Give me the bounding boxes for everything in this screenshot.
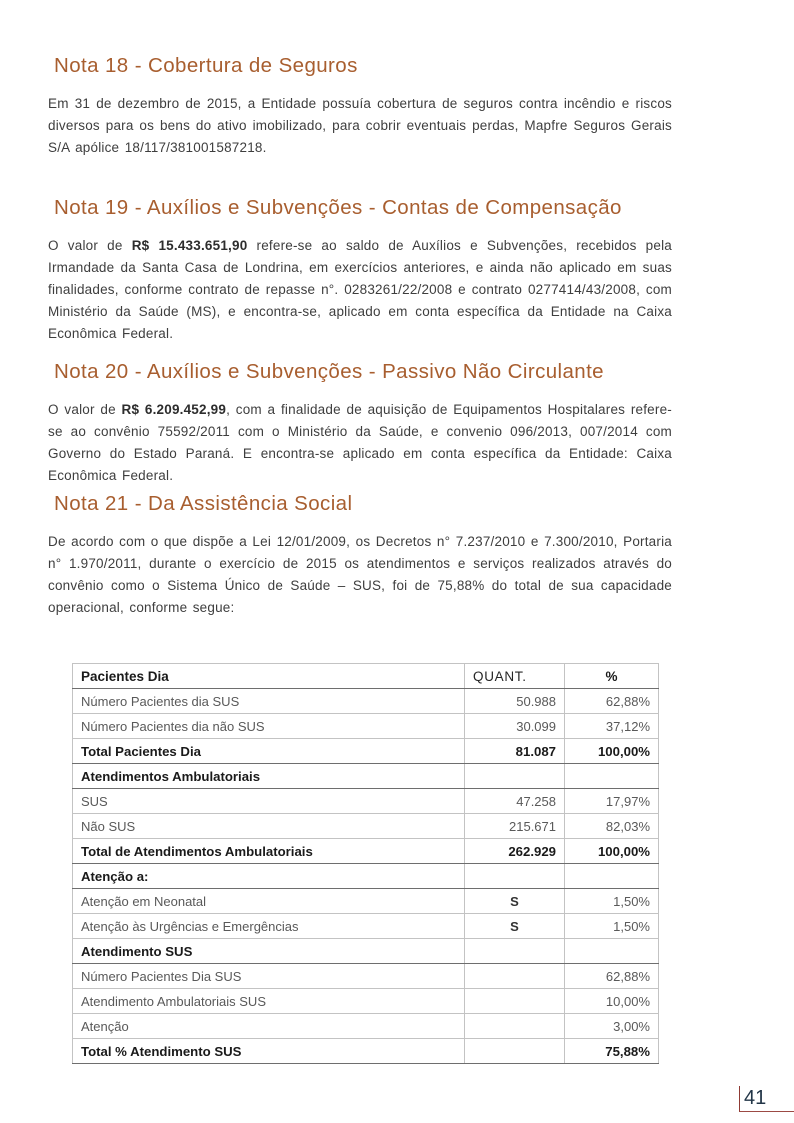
row-percent-cell: 100,00% — [565, 739, 659, 764]
table-header-percent: % — [565, 664, 659, 689]
page-number — [739, 1086, 794, 1112]
row-quantity-cell — [465, 764, 565, 789]
row-percent-cell: 17,97% — [565, 789, 659, 814]
text-segment: refere-se ao saldo de Auxílios e Subvenções, recebidos pela Irmandade da Santa Casa de Londrina, em exercícios anteriores, e ainda não aplicado em suas finalidades, conforme contrato de repasse n°. 0283261/22/2008 e contrato 0277414/43/2008, com Ministério da Saúde (MS), e encontra-se, aplicado em conta específica da Entidade na Caixa Econômica Federal. — [48, 238, 673, 341]
table-row — [73, 989, 659, 1014]
row-quantity-cell: 50.988 — [465, 689, 565, 714]
row-quantity-cell — [465, 1039, 565, 1064]
row-quantity-cell: 30.099 — [465, 714, 565, 739]
section-heading-nota-21: Nota 21 - Da Assistência Social — [54, 492, 353, 515]
row-label-cell: Atendimento Ambulatoriais SUS — [73, 989, 465, 1014]
section-paragraph — [48, 235, 672, 345]
table-header-pacientes-dia: Pacientes Dia — [73, 664, 465, 689]
row-quantity-cell: S — [465, 889, 565, 914]
row-label-cell: Atenção a: — [73, 864, 465, 889]
row-quantity-cell — [465, 1014, 565, 1039]
section-heading-nota-18: Nota 18 - Cobertura de Seguros — [54, 54, 358, 77]
row-percent-cell — [565, 939, 659, 964]
patients-statistics-table — [72, 663, 659, 1064]
row-quantity-cell — [465, 964, 565, 989]
table-row — [73, 939, 659, 964]
section-nota-21 — [48, 492, 672, 619]
row-quantity-cell: S — [465, 914, 565, 939]
row-label-cell: Número Pacientes Dia SUS — [73, 964, 465, 989]
text-segment: Em 31 de dezembro de 2015, a Entidade possuía cobertura de seguros contra incêndio e riscos diversos para os bens do ativo imobilizado, para cobrir eventuais perdas, Mapfre Seguros Gerais S/A apólice 18/117/381001587218. — [48, 96, 672, 155]
row-quantity-cell: 215.671 — [465, 814, 565, 839]
row-label-cell: SUS — [73, 789, 465, 814]
row-percent-cell: 10,00% — [565, 989, 659, 1014]
table-row — [73, 814, 659, 839]
table-row — [73, 914, 659, 939]
table-row — [73, 864, 659, 889]
section-nota-19 — [48, 196, 672, 345]
section-paragraph — [48, 531, 672, 619]
table-row — [73, 739, 659, 764]
section-paragraph — [48, 93, 672, 159]
row-percent-cell: 1,50% — [565, 889, 659, 914]
section-paragraph — [48, 399, 672, 487]
text-segment: R$ 6.209.452,99 — [121, 402, 227, 417]
text-segment: O valor de — [48, 238, 132, 253]
table-row — [73, 1014, 659, 1039]
page-number-value: 41 — [744, 1087, 767, 1109]
row-percent-cell: 37,12% — [565, 714, 659, 739]
row-label-cell: Atenção em Neonatal — [73, 889, 465, 914]
table-row — [73, 964, 659, 989]
row-quantity-cell: 262.929 — [465, 839, 565, 864]
row-percent-cell: 75,88% — [565, 1039, 659, 1064]
text-segment: R$ 15.433.651,90 — [131, 238, 248, 253]
row-label-cell: Atenção às Urgências e Emergências — [73, 914, 465, 939]
row-label-cell: Total de Atendimentos Ambulatoriais — [73, 839, 465, 864]
table-row — [73, 764, 659, 789]
text-segment: De acordo com o que dispõe a Lei 12/01/2009, os Decretos n° 7.237/2010 e 7.300/2010, Portaria n° 1.970/2011, durante o exercício de 2015 os atendimentos e serviços realizados através do convênio como o Sistema Único de Saúde – SUS, foi de 75,88% do total de sua capacidade operacional, conforme segue: — [48, 534, 672, 615]
row-quantity-cell — [465, 864, 565, 889]
table-row — [73, 1039, 659, 1064]
table-row — [73, 789, 659, 814]
row-percent-cell: 100,00% — [565, 839, 659, 864]
table-row — [73, 839, 659, 864]
row-quantity-cell: 47.258 — [465, 789, 565, 814]
row-quantity-cell — [465, 989, 565, 1014]
table-header-quant: QUANT. — [465, 664, 565, 689]
row-label-cell: Número Pacientes dia SUS — [73, 689, 465, 714]
row-label-cell: Atenção — [73, 1014, 465, 1039]
text-segment: O valor de — [48, 402, 122, 417]
row-percent-cell — [565, 764, 659, 789]
row-label-cell: Total % Atendimento SUS — [73, 1039, 465, 1064]
row-label-cell: Atendimento SUS — [73, 939, 465, 964]
row-quantity-cell: 81.087 — [465, 739, 565, 764]
section-heading-nota-20: Nota 20 - Auxílios e Subvenções - Passivo Não Circulante — [54, 360, 604, 383]
section-heading-nota-19: Nota 19 - Auxílios e Subvenções - Contas de Compensação — [54, 196, 622, 219]
row-label-cell: Número Pacientes dia não SUS — [73, 714, 465, 739]
row-percent-cell — [565, 864, 659, 889]
row-percent-cell: 62,88% — [565, 689, 659, 714]
section-nota-18 — [48, 54, 672, 159]
row-label-cell: Atendimentos Ambulatoriais — [73, 764, 465, 789]
row-percent-cell: 62,88% — [565, 964, 659, 989]
text-segment: , com a finalidade de aquisição de Equipamentos Hospitalares refere-se ao convênio 75592/2011 com o Ministério da Saúde, e convenio 096/2013, 007/2014 com Governo do Estado Paraná. E encontra-se aplicado em conta específica da Entidade: Caixa Econômica Federal. — [48, 402, 672, 483]
row-percent-cell: 1,50% — [565, 914, 659, 939]
table-row — [73, 714, 659, 739]
section-nota-20 — [48, 360, 672, 487]
table-header-row — [73, 664, 659, 689]
row-label-cell: Não SUS — [73, 814, 465, 839]
row-percent-cell: 82,03% — [565, 814, 659, 839]
row-quantity-cell — [465, 939, 565, 964]
table-row — [73, 689, 659, 714]
row-label-cell: Total Pacientes Dia — [73, 739, 465, 764]
row-percent-cell: 3,00% — [565, 1014, 659, 1039]
table-row — [73, 889, 659, 914]
